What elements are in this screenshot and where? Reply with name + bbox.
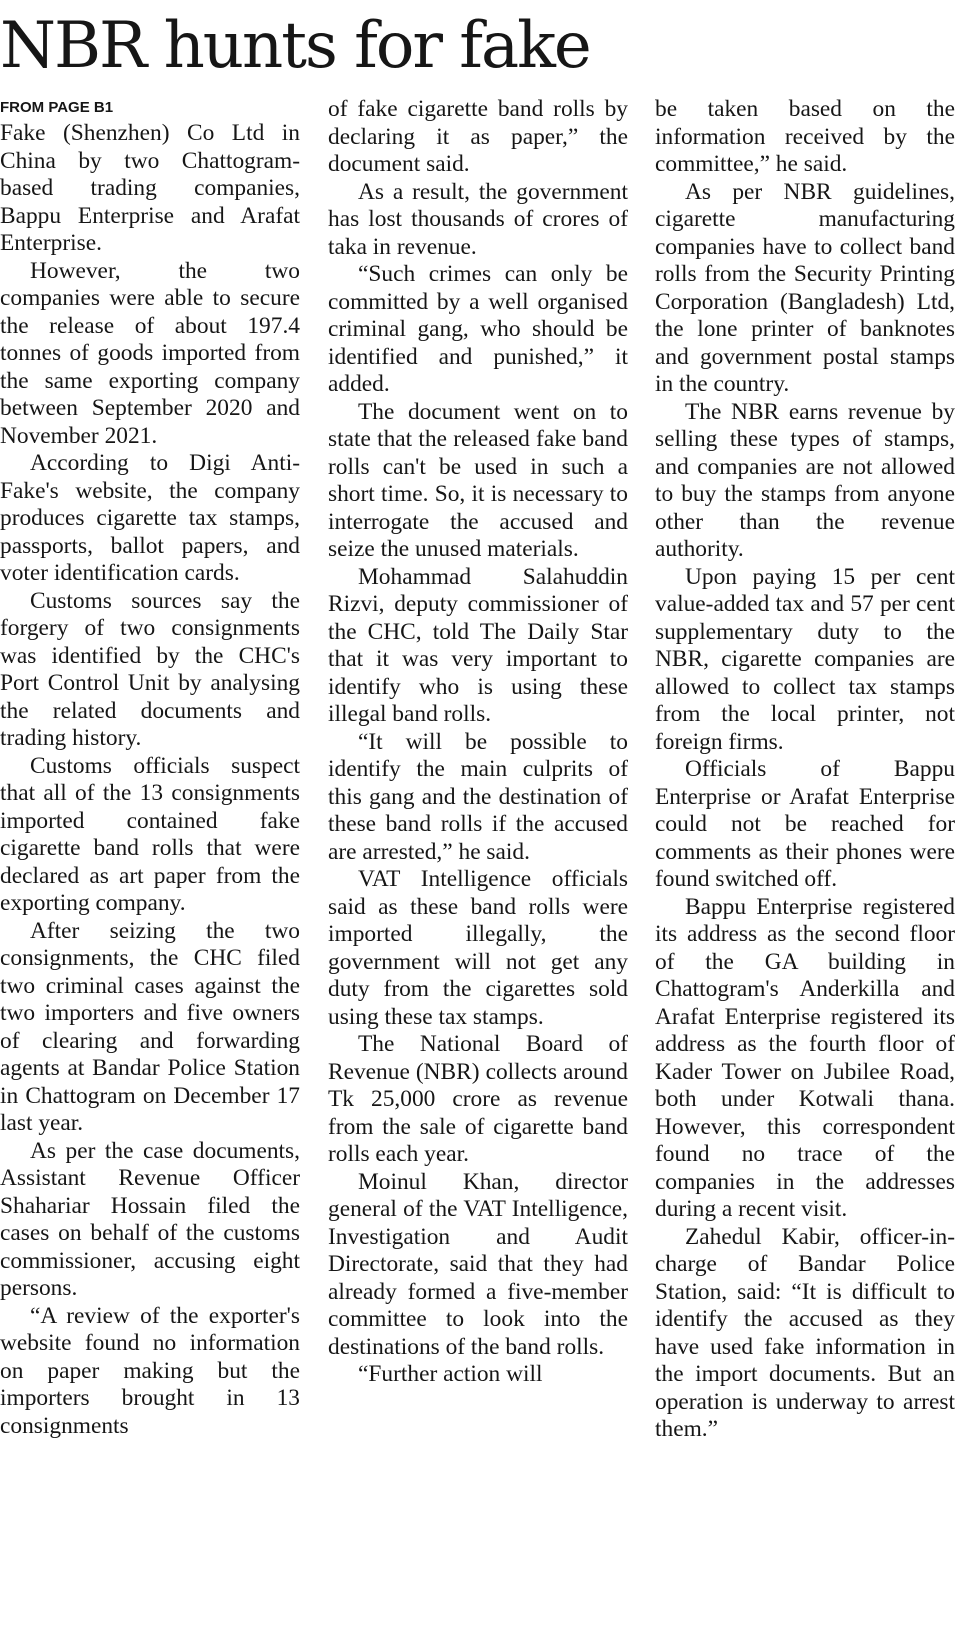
paragraph: After seizing the two consignments, the CHC filed two criminal cases against the two importers and five owners of clearing and forwarding agents at Bandar Police Station in Chattogram on December 17 last year.: [0, 917, 300, 1136]
article-column-3: [655, 96, 955, 1626]
headline: NBR hunts for fake: [0, 9, 590, 83]
paragraph: The NBR earns revenue by selling these types of stamps, and companies are not allowed to buy the stamps from anyone other than the revenue authority.: [655, 398, 955, 562]
paragraph: The document went on to state that the released fake band rolls can't be used in such a short time. So, it is necessary to interrogate the accused and seize the unused materials.: [328, 398, 628, 562]
paragraph: The National Board of Revenue (NBR) collects around Tk 25,000 crore as revenue from the sale of cigarette band rolls each year.: [328, 1031, 628, 1167]
paragraph: VAT Intelligence officials said as these band rolls were imported illegally, the government will not get any duty from the cigarettes sold using these tax stamps.: [328, 866, 628, 1030]
jump-kicker: FROM PAGE B1: [0, 99, 114, 116]
paragraph: According to Digi Anti-Fake's website, the company produces cigarette tax stamps, passports, ballot papers, and voter identification cards.: [0, 450, 300, 586]
paragraph: As a result, the government has lost thousands of crores of taka in revenue.: [328, 178, 628, 260]
paragraph: “It will be possible to identify the main culprits of this gang and the destination of these band rolls if the accused are arrested,” he said.: [328, 728, 628, 865]
article-column-1: [0, 96, 300, 1626]
paragraph: Upon paying 15 per cent value-added tax and 57 per cent supplementary duty to the NBR, cigarette companies are allowed to collect tax stamps from the local printer, not foreign firms.: [655, 563, 955, 755]
paragraph: “Further action will: [358, 1361, 543, 1387]
paragraph: Officials of Bappu Enterprise or Arafat Enterprise could not be reached for comments as their phones were found switched off.: [655, 756, 955, 892]
paragraph: However, the two companies were able to secure the release of about 197.4 tonnes of goods imported from the same exporting company between September 2020 and November 2021.: [0, 257, 300, 449]
paragraph: Mohammad Salahuddin Rizvi, deputy commissioner of the CHC, told The Daily Star that it was very important to identify who is using these illegal band rolls.: [328, 563, 628, 727]
paragraph: Fake (Shenzhen) Co Ltd in China by two Chattogram-based trading companies, Bappu Enterprise and Arafat Enterprise.: [0, 120, 300, 256]
paragraph: of fake cigarette band rolls by declaring it as paper,” the document said.: [328, 96, 628, 177]
paragraph: Moinul Khan, director general of the VAT Intelligence, Investigation and Audit Directorate, said that they had already formed a five-member committee to look into the destinations of the band rolls.: [328, 1168, 628, 1360]
paragraph: Bappu Enterprise registered its address as the second floor of the GA building in Chattogram's Anderkilla and Arafat Enterprise registered its address as the fourth floor of Kader Tower on Jubilee Road, both under Kotwali thana. However, this correspondent found no trace of the companies in the addresses during a recent visit.: [655, 893, 955, 1222]
paragraph: be taken based on the information received by the committee,” he said.: [655, 96, 955, 177]
paragraph: “A review of the exporter's website found no information on paper making but the importers brought in 13 consignments: [0, 1302, 300, 1439]
paragraph: “Such crimes can only be committed by a well organised criminal gang, who should be identified and punished,” it added.: [328, 261, 628, 397]
article-column-2: [328, 96, 628, 1626]
paragraph: Zahedul Kabir, officer-in-charge of Bandar Police Station, said: “It is difficult to identify the accused as they have used fake information in the import documents. But an operation is underway to arrest them.”: [655, 1223, 955, 1442]
paragraph: Customs sources say the forgery of two consignments was identified by the CHC's Port Control Unit by analysing the related documents and trading history.: [0, 587, 300, 751]
paragraph: As per NBR guidelines, cigarette manufacturing companies have to collect band rolls from the Security Printing Corporation (Bangladesh) Ltd, the lone printer of banknotes and government postal stamps in the country.: [655, 178, 955, 397]
paragraph: As per the case documents, Assistant Revenue Officer Shahariar Hossain filed the cases on behalf of the customs commissioner, accusing eight persons.: [0, 1137, 300, 1301]
paragraph: Customs officials suspect that all of the 13 consignments imported contained fake cigarette band rolls that were declared as art paper from the exporting company.: [0, 752, 300, 916]
